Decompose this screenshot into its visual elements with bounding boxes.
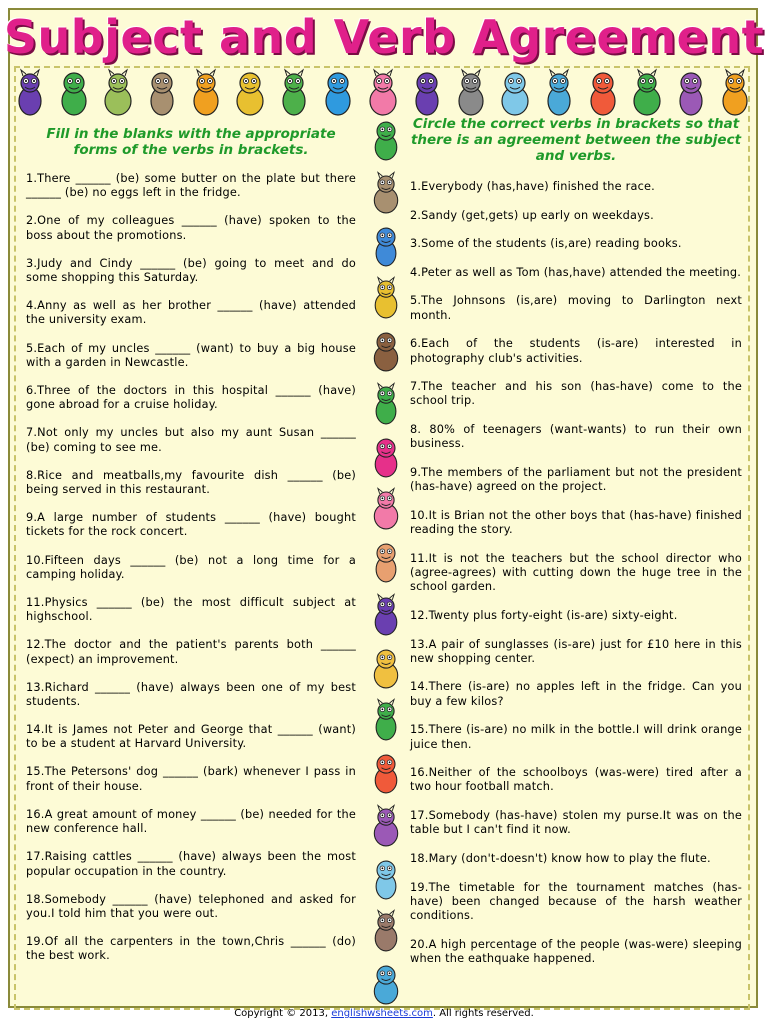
monster-icon bbox=[715, 68, 755, 120]
monster-icon bbox=[368, 646, 404, 692]
monster-icon bbox=[451, 68, 491, 120]
monster-icon bbox=[98, 68, 138, 120]
monster-illustration-row bbox=[10, 66, 755, 120]
right-exercise-item: 3.Some of the students (is,are) reading books. bbox=[410, 237, 682, 251]
monster-icon bbox=[539, 68, 579, 120]
left-exercise-item: 1.There ______ (be) some butter on the plate but there ______ (be) no eggs left in the fridge. bbox=[26, 172, 356, 200]
left-exercise-item: 3.Judy and Cindy ______ (be) going to meet and do some shopping this Saturday. bbox=[26, 256, 356, 285]
left-exercise-item: 19.Of all the carpenters in the town,Chris ______ (do) the best work. bbox=[26, 935, 356, 963]
right-exercise-item: 1.Everybody (has,have) finished the race. bbox=[410, 180, 655, 193]
left-exercise-item: 4.Anny as well as her brother ______ (have) attended the university exam. bbox=[26, 299, 356, 327]
monster-icon bbox=[368, 487, 404, 533]
right-exercise-item: 8. 80% of teenagers (want-wants) to run their own business. bbox=[410, 423, 742, 451]
monster-icon bbox=[671, 68, 711, 120]
right-exercise-item: 12.Twenty plus forty-eight (is-are) sixty-eight. bbox=[410, 608, 678, 622]
monster-icon bbox=[368, 857, 404, 903]
right-exercise-item: 9.The members of the parliament but not the president (has-have) agreed on the project. bbox=[410, 465, 742, 494]
monster-icon bbox=[368, 540, 404, 586]
left-exercise-item: 7.Not only my uncles but also my aunt Susan ______ (be) coming to see me. bbox=[26, 426, 356, 454]
left-exercise-item: 10.Fifteen days ______ (be) not a long time for a camping holiday. bbox=[26, 553, 356, 581]
left-exercise-item: 9.A large number of students ______ (have) bought tickets for the rock concert. bbox=[26, 511, 356, 539]
right-exercise-item: 20.A high percentage of the people (was-were) sleeping when the eathquake happened. bbox=[410, 937, 742, 966]
circle-verbs-section bbox=[410, 116, 742, 981]
right-exercise-item: 11.It is not the teachers but the school director who (agree-agrees) with cutting down the huge tree in the school garden. bbox=[410, 551, 742, 594]
right-exercise-item: 5.The Johnsons (is,are) moving to Darlington next month. bbox=[410, 294, 742, 322]
page-title: Subject and Verb Agreement bbox=[3, 10, 765, 64]
monster-illustration-column bbox=[366, 118, 406, 1008]
monster-icon bbox=[407, 68, 447, 120]
monster-icon bbox=[368, 224, 404, 270]
left-exercise-item: 8.Rice and meatballs,my favourite dish ______ (be) being served in this restaurant. bbox=[26, 468, 356, 497]
left-exercise-item: 2.One of my colleagues ______ (have) spoken to the boss about the promotions. bbox=[26, 214, 356, 242]
monster-icon bbox=[318, 68, 358, 120]
copyright-text: Copyright © 2013, bbox=[234, 1008, 332, 1019]
right-exercise-item: 7.The teacher and his son (has-have) come to the school trip. bbox=[410, 380, 742, 408]
monster-icon bbox=[583, 68, 623, 120]
monster-icon bbox=[363, 68, 403, 120]
monster-icon bbox=[368, 435, 404, 481]
monster-icon bbox=[368, 698, 404, 744]
monster-icon bbox=[627, 68, 667, 120]
circle-verbs-list bbox=[410, 180, 742, 966]
monster-icon bbox=[368, 171, 404, 217]
right-exercise-item: 15.There (is-are) no milk in the bottle.I will drink orange juice then. bbox=[410, 723, 742, 751]
fill-in-section bbox=[26, 126, 356, 977]
right-exercise-item: 6.Each of the students (is-are) interested in photography club's activities. bbox=[410, 337, 742, 365]
site-link[interactable]: englishwsheets.com bbox=[331, 1008, 433, 1019]
monster-icon bbox=[368, 329, 404, 375]
fill-in-instruction: Fill in the blanks with the appropriate forms of the verbs in brackets. bbox=[46, 126, 336, 158]
circle-verbs-instruction: Circle the correct verbs in brackets so that there is an agreement between the subject and verbs. bbox=[410, 116, 742, 164]
right-exercise-item: 14.There (is-are) no apples left in the fridge. Can you buy a few kilos? bbox=[410, 680, 742, 708]
right-exercise-item: 4.Peter as well as Tom (has,have) attended the meeting. bbox=[410, 265, 742, 279]
monster-icon bbox=[368, 962, 404, 1008]
monster-icon bbox=[142, 68, 182, 120]
right-exercise-item: 19.The timetable for the tournament matches (has-have) been changed because of the harsh weather conditions. bbox=[410, 880, 742, 923]
right-exercise-item: 10.It is Brian not the other boys that (has-have) finished reading the story. bbox=[410, 508, 742, 537]
monster-icon bbox=[495, 68, 535, 120]
left-exercise-item: 11.Physics ______ (be) the most difficult subject at highschool. bbox=[26, 595, 356, 624]
left-exercise-item: 17.Raising cattles ______ (have) always been the most popular occupation in the country. bbox=[26, 850, 356, 878]
right-exercise-item: 16.Neither of the schoolboys (was-were) tired after a two hour football match. bbox=[410, 766, 742, 794]
monster-icon bbox=[10, 68, 50, 120]
rights-text: . All rights reserved. bbox=[432, 1008, 534, 1019]
monster-icon bbox=[368, 909, 404, 955]
left-exercise-item: 6.Three of the doctors in this hospital ______ (have) gone abroad for a cruise holiday. bbox=[26, 383, 356, 412]
left-exercise-item: 18.Somebody ______ (have) telephoned and asked for you.I told him that you were out. bbox=[26, 892, 356, 920]
monster-icon bbox=[368, 751, 404, 797]
left-exercise-item: 5.Each of my uncles ______ (want) to buy a big house with a garden in Newcastle. bbox=[26, 341, 356, 369]
monster-icon bbox=[368, 382, 404, 428]
monster-icon bbox=[368, 804, 404, 850]
monster-icon bbox=[368, 276, 404, 322]
left-exercise-item: 15.The Petersons' dog ______ (bark) whenever I pass in front of their house. bbox=[26, 765, 356, 793]
copyright-footer bbox=[0, 1008, 768, 1019]
right-exercise-item: 17.Somebody (has-have) stolen my purse.It was on the table but I can't find it now. bbox=[410, 809, 742, 837]
monster-icon bbox=[54, 68, 94, 120]
monster-icon bbox=[230, 68, 270, 120]
left-exercise-item: 14.It is James not Peter and George that ______ (want) to be a student at Harvard University. bbox=[26, 723, 356, 751]
left-exercise-item: 12.The doctor and the patient's parents both ______ (expect) an improvement. bbox=[26, 638, 356, 666]
fill-in-list bbox=[26, 172, 356, 964]
right-exercise-item: 13.A pair of sunglasses (is-are) just for £10 here in this new shopping center. bbox=[410, 637, 742, 665]
right-exercise-item: 2.Sandy (get,gets) up early on weekdays. bbox=[410, 208, 654, 222]
monster-icon bbox=[368, 118, 404, 164]
right-exercise-item: 18.Mary (don't-doesn't) know how to play the flute. bbox=[410, 851, 711, 865]
monster-icon bbox=[186, 68, 226, 120]
monster-icon bbox=[274, 68, 314, 120]
left-exercise-item: 13.Richard ______ (have) always been one of my best students. bbox=[26, 680, 356, 708]
monster-icon bbox=[368, 593, 404, 639]
left-exercise-item: 16.A great amount of money ______ (be) needed for the new conference hall. bbox=[26, 807, 356, 836]
